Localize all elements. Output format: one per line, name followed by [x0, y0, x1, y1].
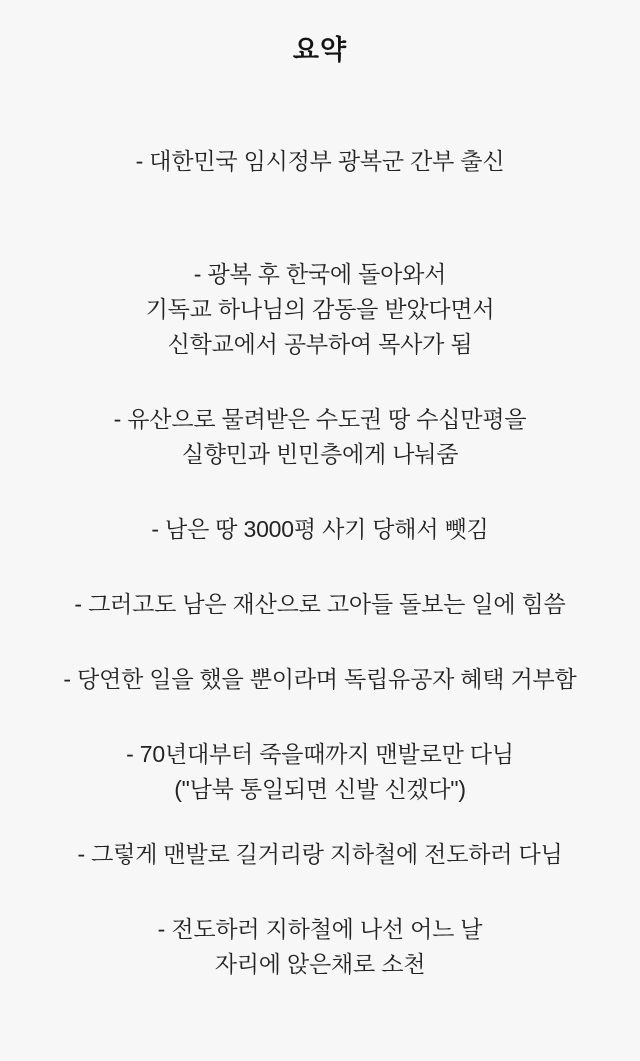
- paragraph-line: - 그러고도 남은 재산으로 고아들 돌보는 일에 힘씀: [74, 591, 566, 618]
- paragraph-line: - 남은 땅 3000평 사기 당해서 뺏김: [151, 516, 489, 543]
- paragraph-barefoot: [22, 737, 618, 807]
- paragraph-line: 자리에 앉은채로 소천: [214, 950, 426, 977]
- paragraph-land-donation: [22, 402, 618, 472]
- paragraph-line: ("남북 통일되면 신발 신겠다"): [174, 775, 466, 802]
- paragraph-origin: [22, 144, 618, 179]
- paragraph-line: - 광복 후 한국에 돌아와서: [193, 261, 447, 288]
- page-title: 요약: [292, 35, 348, 65]
- summary-body: [22, 144, 618, 981]
- paragraph-line: - 전도하러 지하철에 나선 어느 날: [157, 915, 483, 942]
- paragraph-line: - 70년대부터 죽을때까지 맨발로만 다님: [126, 740, 514, 767]
- paragraph-orphans: [22, 587, 618, 622]
- paragraph-line: - 당연한 일을 했을 뿐이라며 독립유공자 혜택 거부함: [63, 666, 577, 693]
- paragraph-line: - 그렇게 맨발로 길거리랑 지하철에 전도하러 다님: [77, 840, 563, 867]
- paragraph-line: 실향민과 빈민층에게 나눠줌: [181, 441, 459, 468]
- paragraph-pastor: [22, 257, 618, 362]
- paragraph-evangelism: [22, 837, 618, 872]
- paragraph-refused-benefits: [22, 662, 618, 697]
- paragraph-fraud: [22, 512, 618, 547]
- paragraph-line: - 대한민국 임시정부 광복군 간부 출신: [135, 148, 505, 175]
- paragraph-line: 기독교 하나님의 감동을 받았다면서: [145, 296, 495, 323]
- paragraph-line: 신학교에서 공부하여 목사가 됨: [167, 331, 473, 358]
- paragraph-passing: [22, 912, 618, 982]
- paragraph-line: - 유산으로 물려받은 수도권 땅 수십만평을: [113, 406, 527, 433]
